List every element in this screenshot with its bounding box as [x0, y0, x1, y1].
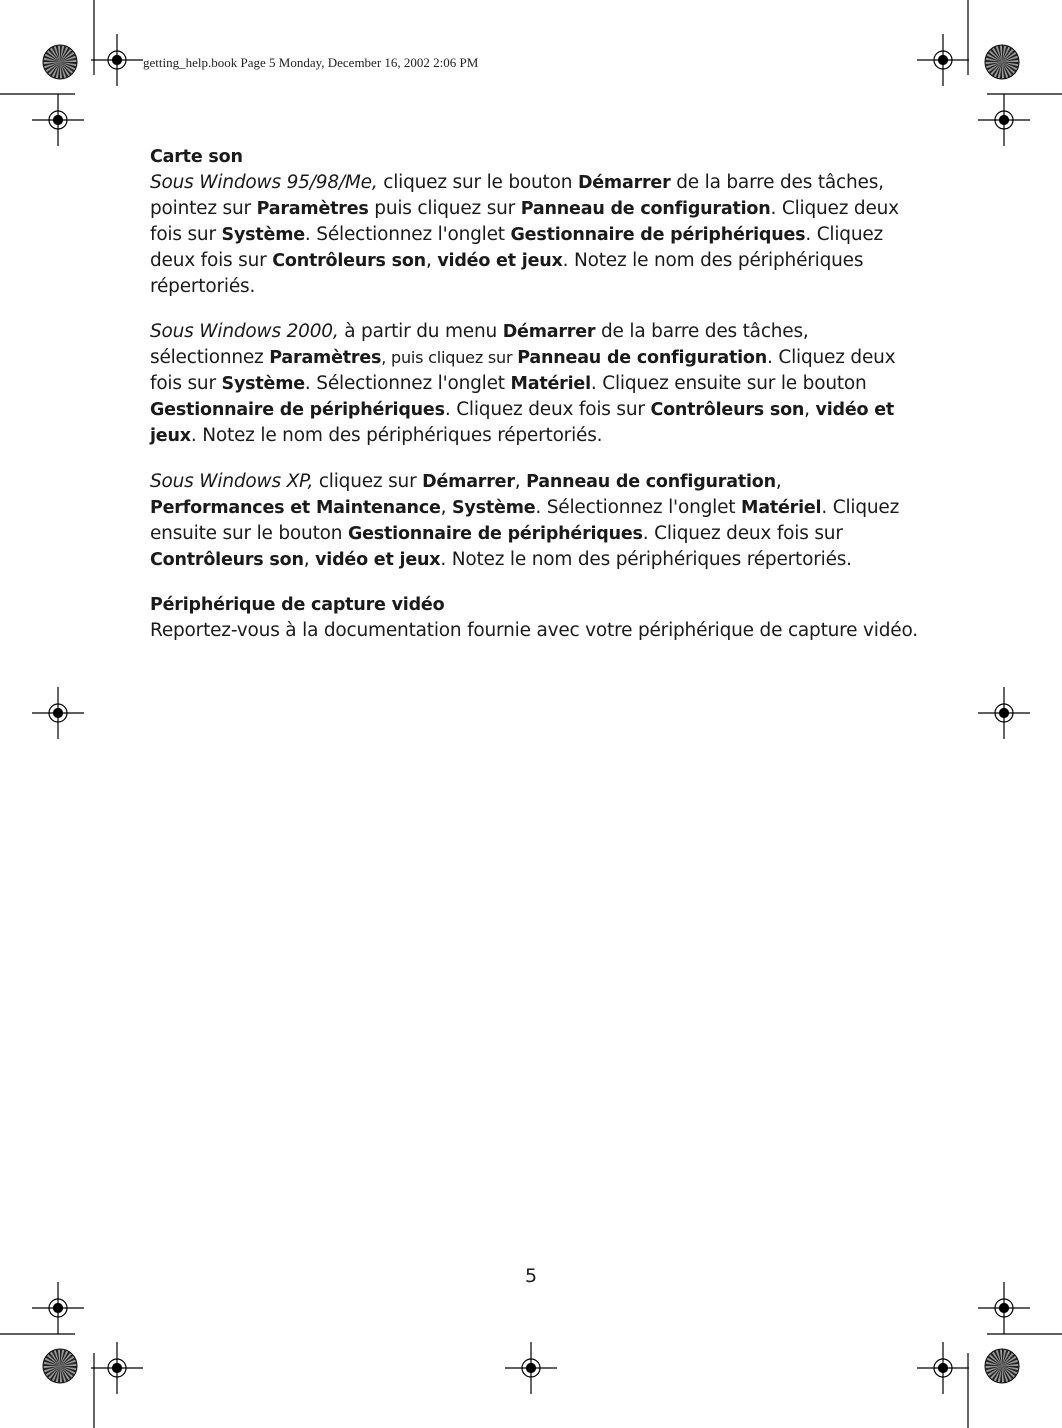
registration-mark — [978, 1282, 1030, 1334]
page-number: 5 — [524, 1265, 538, 1287]
ui-term: vidéo et jeux — [315, 550, 441, 570]
os-label: Sous Windows 2000, — [150, 321, 339, 342]
ui-term: Gestionnaire de périphériques — [347, 524, 643, 544]
registration-mark — [32, 687, 84, 739]
ui-term: Matériel — [741, 498, 822, 518]
ui-term: Contrôleurs son — [272, 251, 426, 271]
section-heading: Périphérique de capture vidéo — [150, 595, 445, 615]
ui-term: Performances et Maintenance — [150, 498, 441, 518]
text-run: de la barre des tâches, pointez sur — [150, 172, 884, 219]
ui-term: Paramètres — [256, 199, 369, 219]
text-run: cliquez sur — [313, 471, 423, 492]
text-run: , puis cliquez sur — [381, 348, 518, 367]
print-slug: getting_help.book Page 5 Monday, December 16, 2002 2:06 PM — [143, 55, 479, 70]
ui-term: Contrôleurs son — [650, 400, 805, 420]
text-run: à partir du menu — [338, 321, 503, 342]
ui-term: Panneau de configuration — [526, 472, 776, 492]
ui-term: Paramètres — [269, 348, 382, 368]
ui-term: Contrôleurs son — [150, 550, 304, 570]
ui-term: Système — [452, 498, 536, 518]
ui-term: Gestionnaire de périphériques — [150, 400, 445, 420]
ui-term: Système — [221, 225, 305, 245]
text-run: . Notez le nom des périphériques répertoriés. — [440, 549, 852, 570]
text-run: . Sélectionnez l'onglet — [304, 224, 511, 245]
text-run: , — [440, 497, 453, 518]
os-label: Sous Windows XP, — [150, 471, 314, 492]
text-run: cliquez sur le bouton — [377, 172, 578, 193]
registration-mark — [978, 94, 1030, 146]
text-run: , — [514, 471, 527, 492]
ui-term: Matériel — [510, 374, 591, 394]
ui-term: Gestionnaire de périphériques — [510, 225, 806, 245]
color-star-mark — [43, 45, 77, 79]
registration-mark — [91, 34, 143, 86]
paragraph-winxp — [150, 469, 920, 573]
paragraph-win2000 — [150, 319, 920, 449]
registration-mark — [978, 687, 1030, 739]
ui-term: Panneau de configuration — [520, 199, 771, 219]
ui-term: Démarrer — [502, 322, 596, 342]
color-star-mark — [985, 1349, 1019, 1383]
text-run: . Cliquez deux fois sur — [150, 198, 899, 245]
paragraph-win9x — [150, 170, 920, 299]
text-run: . Cliquez deux fois sur — [642, 523, 843, 544]
registration-mark — [505, 1342, 557, 1394]
text-run: , — [804, 399, 816, 420]
text-run: . Sélectionnez l'onglet — [535, 497, 741, 518]
section-heading: Carte son — [150, 147, 243, 167]
text-run: , — [425, 250, 438, 271]
text-run: , — [775, 471, 782, 492]
text-run: . Cliquez deux fois sur — [150, 347, 896, 394]
text-run: . Cliquez ensuite sur le bouton — [150, 497, 900, 544]
registration-mark — [917, 34, 969, 86]
text-run: . Cliquez ensuite sur le bouton — [590, 373, 867, 394]
text-run: . Notez le nom des périphériques répertoriés. — [190, 425, 603, 446]
text-run: de la barre des tâches, sélectionnez — [150, 321, 809, 368]
registration-mark — [91, 1342, 143, 1394]
registration-mark — [32, 94, 84, 146]
ui-term: vidéo et jeux — [437, 251, 563, 271]
color-star-mark — [985, 45, 1019, 79]
os-label: Sous Windows 95/98/Me, — [150, 172, 378, 193]
ui-term: Système — [221, 374, 305, 394]
ui-term: vidéo et jeux — [150, 400, 895, 446]
text-run: , — [303, 549, 316, 570]
paragraph-capture — [150, 618, 920, 643]
text-run: . Cliquez deux fois sur — [150, 224, 884, 271]
registration-mark — [917, 1342, 969, 1394]
text-run: . Sélectionnez l'onglet — [304, 373, 511, 394]
ui-term: Démarrer — [577, 173, 671, 193]
ui-term: Panneau de configuration — [517, 348, 767, 368]
text-run: . Cliquez deux fois sur — [444, 399, 651, 420]
ui-term: Démarrer — [422, 472, 515, 492]
text-run: puis cliquez sur — [368, 198, 521, 219]
section-capture-video — [150, 593, 920, 643]
section-carte-son — [150, 145, 920, 573]
document-body — [150, 145, 920, 663]
text-run: Reportez-vous à la documentation fournie avec votre périphérique de capture vidéo. — [150, 620, 918, 641]
registration-mark — [32, 1282, 84, 1334]
color-star-mark — [43, 1349, 77, 1383]
text-run: . Notez le nom des périphériques répertoriés. — [150, 250, 864, 297]
